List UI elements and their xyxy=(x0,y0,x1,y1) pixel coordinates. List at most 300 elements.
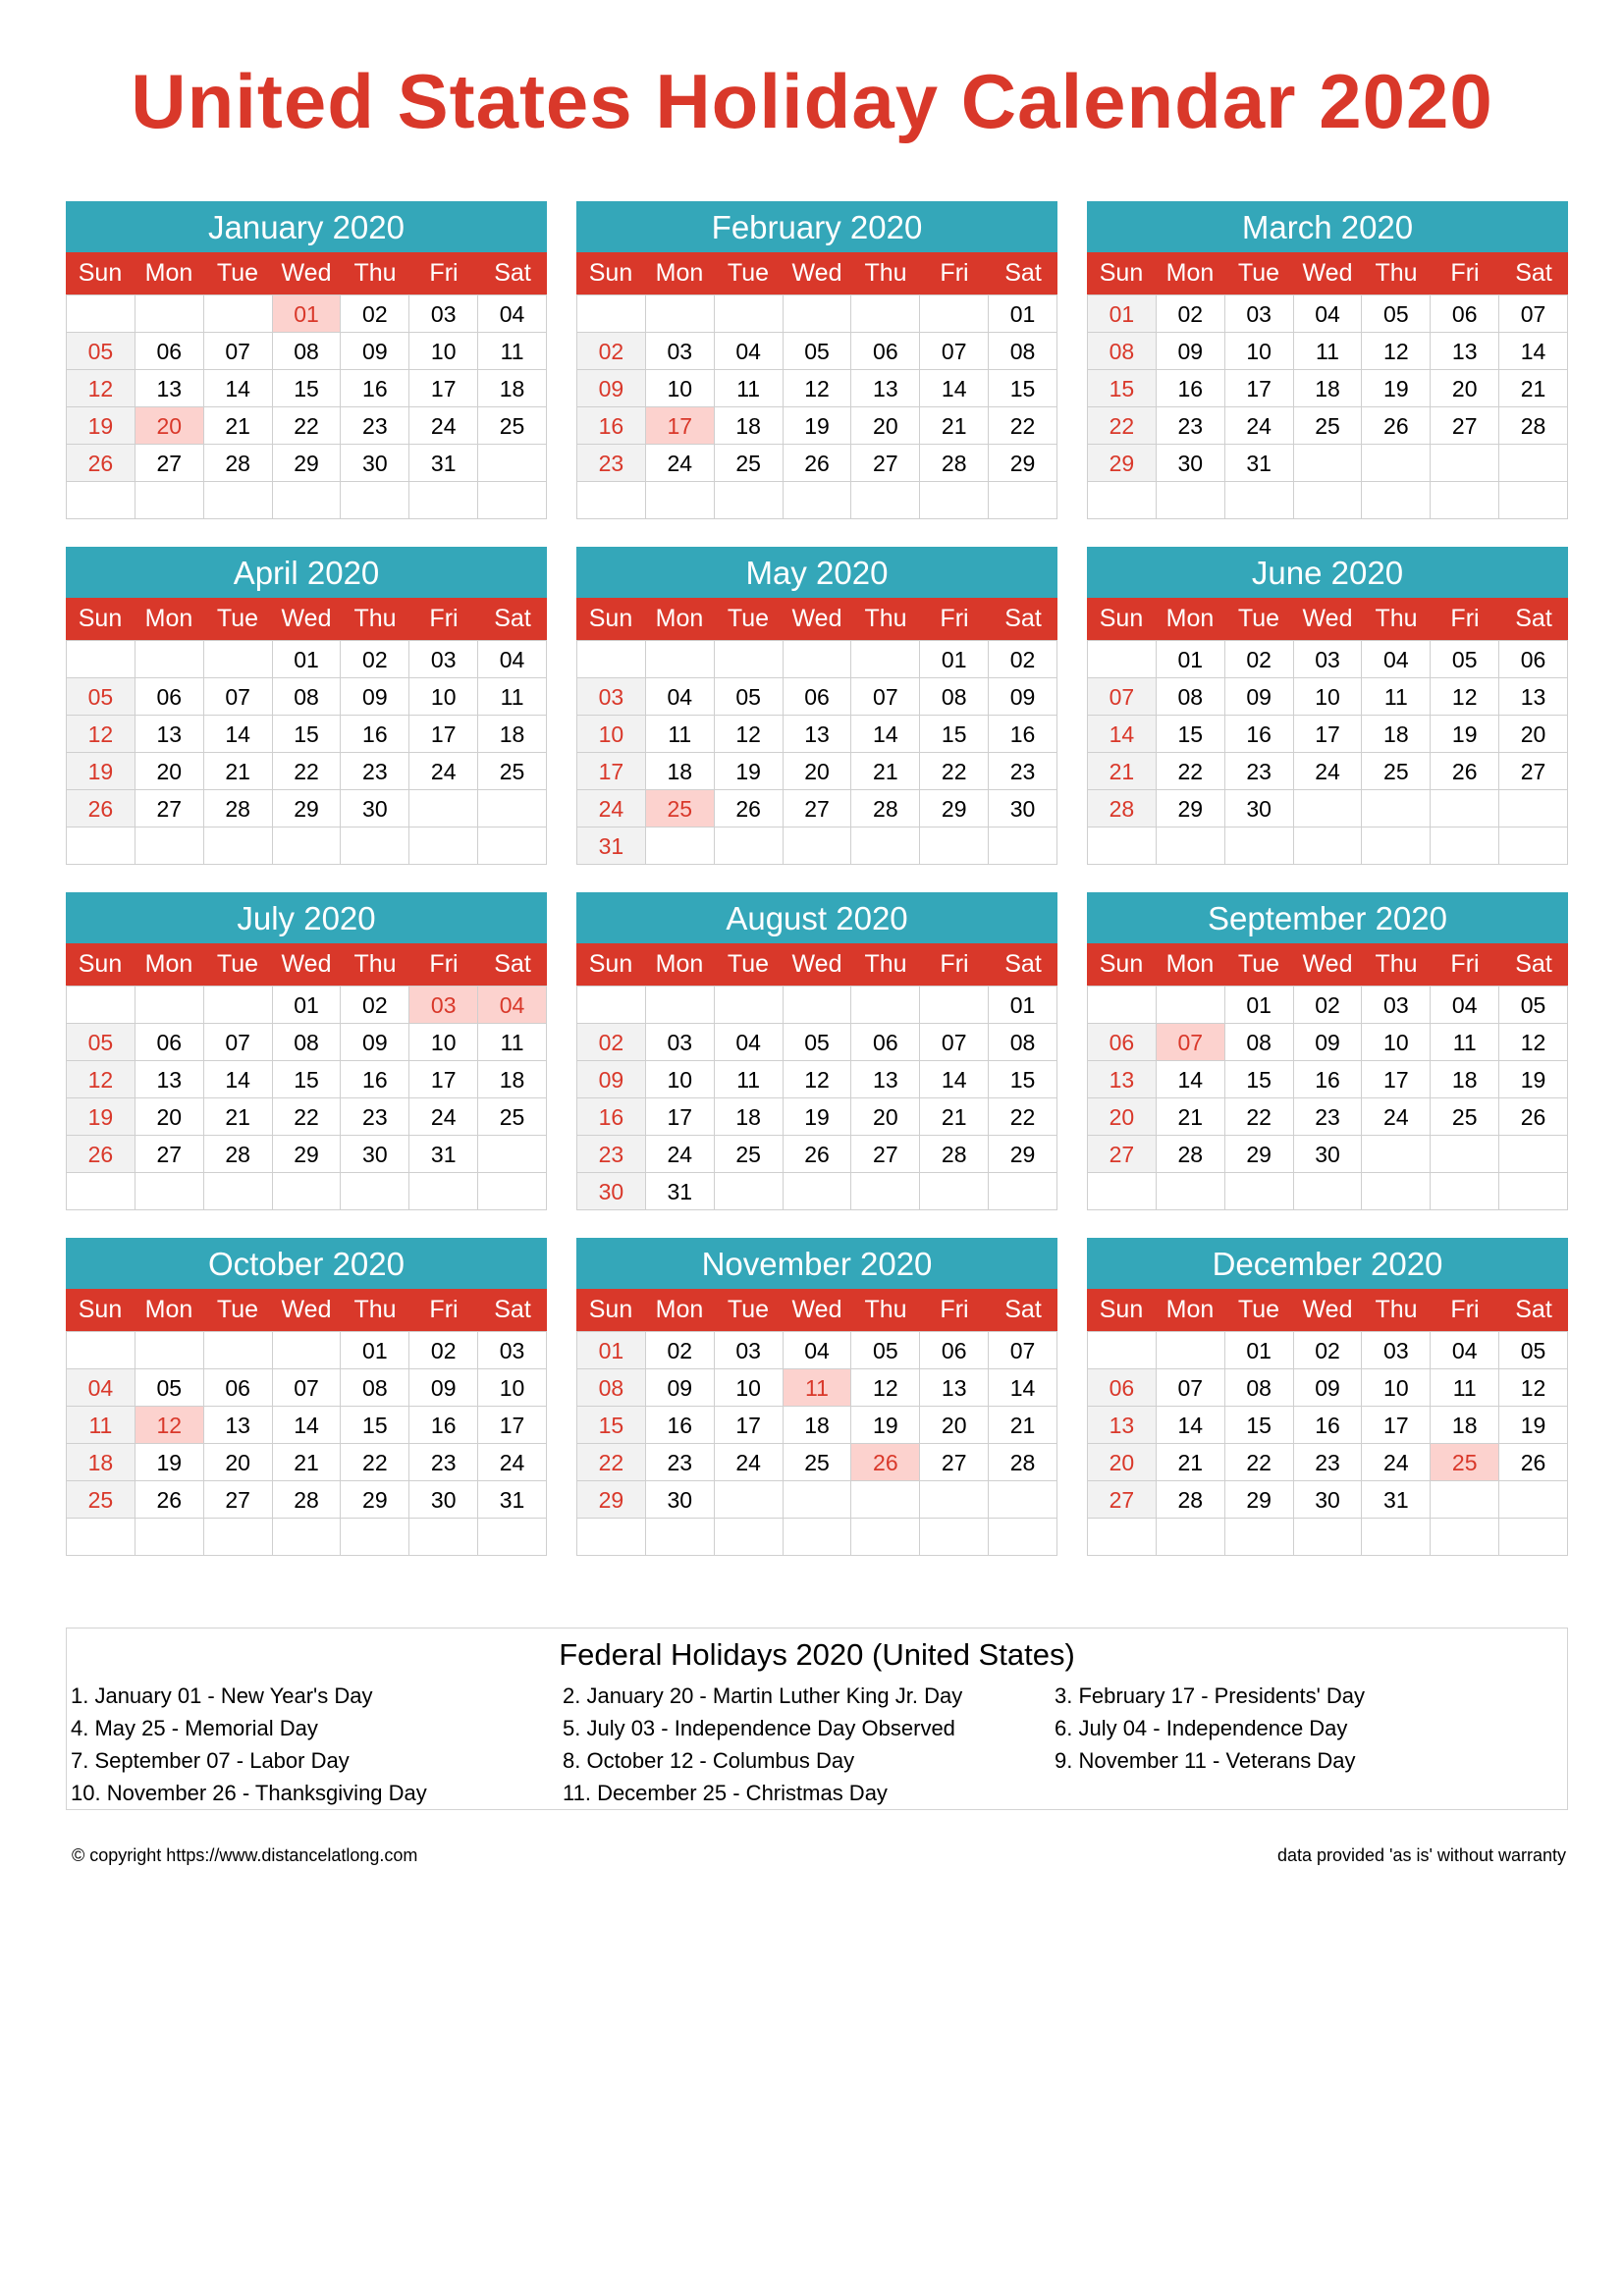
month-title: May 2020 xyxy=(576,547,1057,598)
weekday-header xyxy=(1087,943,1568,986)
holiday-list-item: 3. February 17 - Presidents' Day xyxy=(1055,1683,1366,1708)
day-cell: 12 xyxy=(1499,1024,1568,1061)
day-cell: 28 xyxy=(1157,1136,1225,1173)
weekday-label: Sat xyxy=(1515,1296,1552,1323)
day-cell: 10 xyxy=(646,370,715,407)
day-cell: 02 xyxy=(341,987,409,1024)
weekday-header xyxy=(576,1289,1057,1331)
day-cell: 15 xyxy=(577,1407,646,1444)
day-cell: 17 xyxy=(715,1407,784,1444)
empty-day-cell xyxy=(920,1481,989,1519)
day-cell: 08 xyxy=(577,1369,646,1407)
day-cell: 12 xyxy=(67,716,135,753)
day-cell: 23 xyxy=(1294,1444,1363,1481)
day-cell: 25 xyxy=(67,1481,135,1519)
day-cell: 20 xyxy=(784,753,852,790)
day-cell: 18 xyxy=(715,407,784,445)
day-cell: 27 xyxy=(1499,753,1568,790)
month-title: October 2020 xyxy=(66,1238,547,1289)
empty-day-cell xyxy=(851,1481,920,1519)
day-cell: 14 xyxy=(920,1061,989,1098)
month-calendar xyxy=(66,892,547,1210)
day-cell: 16 xyxy=(341,1061,409,1098)
day-cell: 15 xyxy=(989,1061,1057,1098)
weekday-label: Tue xyxy=(727,950,770,978)
weekday-label: Tue xyxy=(1237,950,1280,978)
day-cell: 10 xyxy=(577,716,646,753)
day-cell: 13 xyxy=(135,370,204,407)
day-cell: 14 xyxy=(851,716,920,753)
day-cell: 19 xyxy=(715,753,784,790)
day-cell: 05 xyxy=(1431,641,1499,678)
month-title: March 2020 xyxy=(1087,201,1568,252)
day-cell: 22 xyxy=(273,753,342,790)
holiday-list-item: 11. December 25 - Christmas Day xyxy=(563,1781,888,1805)
empty-day-cell xyxy=(989,1173,1057,1210)
empty-day-cell xyxy=(920,482,989,519)
weekday-label: Wed xyxy=(1302,1296,1353,1323)
weekday-label: Fri xyxy=(429,1296,459,1323)
day-cell: 06 xyxy=(851,1024,920,1061)
empty-day-cell xyxy=(715,295,784,333)
day-cell: 09 xyxy=(989,678,1057,716)
empty-day-cell xyxy=(715,1173,784,1210)
day-cell: 13 xyxy=(1431,333,1499,370)
weekday-label: Thu xyxy=(353,950,397,978)
empty-day-cell xyxy=(715,828,784,865)
empty-day-cell xyxy=(715,987,784,1024)
day-cell: 24 xyxy=(577,790,646,828)
day-cell: 10 xyxy=(478,1369,547,1407)
empty-day-cell xyxy=(273,828,342,865)
empty-day-cell xyxy=(67,987,135,1024)
day-cell: 09 xyxy=(341,1024,409,1061)
empty-day-cell xyxy=(409,790,478,828)
day-cell: 07 xyxy=(920,333,989,370)
day-cell: 25 xyxy=(478,407,547,445)
day-cell: 21 xyxy=(1499,370,1568,407)
empty-day-cell xyxy=(1088,1519,1157,1556)
day-cell: 06 xyxy=(920,1332,989,1369)
day-cell: 04 xyxy=(1431,987,1499,1024)
empty-day-cell xyxy=(1499,1136,1568,1173)
day-cell: 10 xyxy=(409,678,478,716)
weekday-label: Wed xyxy=(281,605,332,632)
copyright-text: © copyright https://www.distancelatlong.com xyxy=(72,1845,418,1865)
weekday-label: Wed xyxy=(281,1296,332,1323)
day-cell: 12 xyxy=(715,716,784,753)
day-cell: 08 xyxy=(1225,1024,1294,1061)
day-cell: 23 xyxy=(1157,407,1225,445)
weekday-label: Fri xyxy=(1450,605,1480,632)
day-cell: 24 xyxy=(1225,407,1294,445)
empty-day-cell xyxy=(646,828,715,865)
day-cell: 02 xyxy=(577,333,646,370)
weekday-label: Thu xyxy=(1375,605,1418,632)
day-cell: 20 xyxy=(1499,716,1568,753)
holiday-day-cell: 17 xyxy=(646,407,715,445)
day-cell: 08 xyxy=(989,1024,1057,1061)
day-cell: 10 xyxy=(409,333,478,370)
weekday-label: Wed xyxy=(791,950,842,978)
empty-day-cell xyxy=(920,295,989,333)
day-cell: 09 xyxy=(341,678,409,716)
weekday-label: Tue xyxy=(216,605,259,632)
day-cell: 21 xyxy=(1157,1098,1225,1136)
day-cell: 14 xyxy=(989,1369,1057,1407)
holiday-list-item: 8. October 12 - Columbus Day xyxy=(563,1748,855,1773)
day-cell: 14 xyxy=(204,1061,273,1098)
weekday-header xyxy=(576,598,1057,640)
weekday-label: Fri xyxy=(940,605,969,632)
day-cell: 11 xyxy=(715,370,784,407)
day-cell: 16 xyxy=(1294,1407,1363,1444)
day-cell: 20 xyxy=(204,1444,273,1481)
day-cell: 20 xyxy=(851,407,920,445)
day-cell: 06 xyxy=(135,1024,204,1061)
weekday-label: Mon xyxy=(144,605,193,632)
weekday-label: Sun xyxy=(78,605,123,632)
day-grid xyxy=(576,294,1057,519)
day-cell: 07 xyxy=(851,678,920,716)
weekday-label: Fri xyxy=(1450,259,1480,287)
day-cell: 30 xyxy=(341,790,409,828)
weekday-label: Tue xyxy=(1237,1296,1280,1323)
weekday-label: Thu xyxy=(864,605,907,632)
empty-day-cell xyxy=(1088,641,1157,678)
day-cell: 17 xyxy=(1294,716,1363,753)
empty-day-cell xyxy=(1225,1519,1294,1556)
day-cell: 10 xyxy=(409,1024,478,1061)
day-cell: 17 xyxy=(409,370,478,407)
day-cell: 15 xyxy=(273,716,342,753)
day-cell: 30 xyxy=(1157,445,1225,482)
empty-day-cell xyxy=(341,828,409,865)
day-cell: 29 xyxy=(920,790,989,828)
day-cell: 06 xyxy=(784,678,852,716)
day-cell: 15 xyxy=(1088,370,1157,407)
day-cell: 30 xyxy=(646,1481,715,1519)
empty-day-cell xyxy=(784,987,852,1024)
weekday-label: Tue xyxy=(727,259,770,287)
day-cell: 16 xyxy=(1294,1061,1363,1098)
empty-day-cell xyxy=(715,1481,784,1519)
day-cell: 18 xyxy=(478,716,547,753)
day-cell: 06 xyxy=(204,1369,273,1407)
day-cell: 24 xyxy=(646,445,715,482)
day-cell: 28 xyxy=(273,1481,342,1519)
day-cell: 15 xyxy=(989,370,1057,407)
empty-day-cell xyxy=(1499,1519,1568,1556)
day-cell: 05 xyxy=(67,333,135,370)
day-cell: 22 xyxy=(1088,407,1157,445)
weekday-label: Wed xyxy=(1302,605,1353,632)
weekday-label: Sun xyxy=(588,605,633,632)
month-calendar xyxy=(66,201,547,519)
day-cell: 26 xyxy=(784,1136,852,1173)
empty-day-cell xyxy=(67,1332,135,1369)
weekday-label: Thu xyxy=(353,259,397,287)
day-cell: 01 xyxy=(920,641,989,678)
day-cell: 12 xyxy=(851,1369,920,1407)
day-cell: 03 xyxy=(715,1332,784,1369)
day-cell: 26 xyxy=(67,1136,135,1173)
day-cell: 09 xyxy=(1294,1369,1363,1407)
empty-day-cell xyxy=(989,1519,1057,1556)
day-cell: 11 xyxy=(1431,1024,1499,1061)
day-cell: 07 xyxy=(1157,1369,1225,1407)
day-cell: 16 xyxy=(1225,716,1294,753)
month-calendar xyxy=(1087,201,1568,519)
day-cell: 29 xyxy=(1225,1136,1294,1173)
weekday-label: Wed xyxy=(1302,950,1353,978)
empty-day-cell xyxy=(1431,828,1499,865)
day-cell: 30 xyxy=(341,445,409,482)
day-cell: 10 xyxy=(1294,678,1363,716)
day-cell: 30 xyxy=(1294,1481,1363,1519)
day-cell: 13 xyxy=(851,1061,920,1098)
day-cell: 18 xyxy=(1362,716,1431,753)
empty-day-cell xyxy=(409,828,478,865)
day-cell: 20 xyxy=(1088,1098,1157,1136)
day-cell: 17 xyxy=(478,1407,547,1444)
empty-day-cell xyxy=(1088,1173,1157,1210)
weekday-label: Mon xyxy=(655,259,704,287)
day-cell: 28 xyxy=(204,1136,273,1173)
day-cell: 01 xyxy=(1157,641,1225,678)
empty-day-cell xyxy=(1088,482,1157,519)
day-cell: 07 xyxy=(1088,678,1157,716)
empty-day-cell xyxy=(851,295,920,333)
day-cell: 02 xyxy=(1157,295,1225,333)
day-cell: 24 xyxy=(1362,1444,1431,1481)
day-cell: 15 xyxy=(273,370,342,407)
federal-holidays-list xyxy=(67,1680,1567,1809)
day-cell: 31 xyxy=(577,828,646,865)
month-title: August 2020 xyxy=(576,892,1057,943)
weekday-label: Sun xyxy=(1099,1296,1144,1323)
day-cell: 05 xyxy=(67,678,135,716)
weekday-header xyxy=(1087,252,1568,294)
weekday-label: Thu xyxy=(1375,259,1418,287)
day-cell: 26 xyxy=(1499,1098,1568,1136)
day-cell: 12 xyxy=(67,1061,135,1098)
weekday-label: Fri xyxy=(429,259,459,287)
day-cell: 30 xyxy=(577,1173,646,1210)
empty-day-cell xyxy=(1225,1173,1294,1210)
day-cell: 21 xyxy=(1157,1444,1225,1481)
day-cell: 07 xyxy=(204,678,273,716)
holiday-day-cell: 11 xyxy=(784,1369,852,1407)
holiday-day-cell: 12 xyxy=(135,1407,204,1444)
weekday-label: Sat xyxy=(1004,605,1042,632)
day-cell: 18 xyxy=(1294,370,1363,407)
weekday-label: Wed xyxy=(1302,259,1353,287)
holiday-day-cell: 25 xyxy=(646,790,715,828)
day-cell: 14 xyxy=(1499,333,1568,370)
day-cell: 15 xyxy=(1157,716,1225,753)
empty-day-cell xyxy=(204,987,273,1024)
weekday-label: Thu xyxy=(1375,1296,1418,1323)
day-cell: 12 xyxy=(784,1061,852,1098)
day-cell: 28 xyxy=(920,445,989,482)
weekday-label: Tue xyxy=(216,259,259,287)
day-cell: 14 xyxy=(1157,1407,1225,1444)
empty-day-cell xyxy=(989,828,1057,865)
day-cell: 26 xyxy=(135,1481,204,1519)
weekday-label: Sat xyxy=(1515,950,1552,978)
day-cell: 04 xyxy=(646,678,715,716)
empty-day-cell xyxy=(1362,482,1431,519)
month-title: September 2020 xyxy=(1087,892,1568,943)
day-cell: 17 xyxy=(1362,1061,1431,1098)
weekday-label: Mon xyxy=(144,259,193,287)
day-cell: 22 xyxy=(273,1098,342,1136)
empty-day-cell xyxy=(715,641,784,678)
day-cell: 23 xyxy=(1294,1098,1363,1136)
day-cell: 11 xyxy=(478,1024,547,1061)
empty-day-cell xyxy=(204,1519,273,1556)
day-cell: 24 xyxy=(1294,753,1363,790)
day-cell: 03 xyxy=(1225,295,1294,333)
day-cell: 26 xyxy=(67,445,135,482)
day-cell: 23 xyxy=(989,753,1057,790)
weekday-label: Thu xyxy=(353,605,397,632)
weekday-label: Tue xyxy=(1237,605,1280,632)
day-cell: 27 xyxy=(851,1136,920,1173)
day-cell: 02 xyxy=(646,1332,715,1369)
day-cell: 19 xyxy=(1431,716,1499,753)
weekday-label: Thu xyxy=(864,1296,907,1323)
day-cell: 17 xyxy=(409,716,478,753)
empty-day-cell xyxy=(577,295,646,333)
weekday-label: Tue xyxy=(1237,259,1280,287)
empty-day-cell xyxy=(851,828,920,865)
day-grid xyxy=(1087,1331,1568,1556)
weekday-label: Tue xyxy=(727,1296,770,1323)
day-cell: 08 xyxy=(273,333,342,370)
months-grid xyxy=(66,201,1568,1556)
weekday-label: Sun xyxy=(78,259,123,287)
day-cell: 17 xyxy=(1362,1407,1431,1444)
day-cell: 09 xyxy=(646,1369,715,1407)
empty-day-cell xyxy=(1431,1173,1499,1210)
day-cell: 20 xyxy=(1431,370,1499,407)
empty-day-cell xyxy=(989,1481,1057,1519)
day-cell: 13 xyxy=(1088,1061,1157,1098)
day-cell: 16 xyxy=(409,1407,478,1444)
day-cell: 16 xyxy=(1157,370,1225,407)
empty-day-cell xyxy=(1499,445,1568,482)
weekday-label: Tue xyxy=(727,605,770,632)
day-cell: 08 xyxy=(273,678,342,716)
day-cell: 14 xyxy=(273,1407,342,1444)
day-cell: 07 xyxy=(989,1332,1057,1369)
month-calendar xyxy=(576,892,1057,1210)
empty-day-cell xyxy=(1499,790,1568,828)
empty-day-cell xyxy=(920,828,989,865)
day-cell: 12 xyxy=(1431,678,1499,716)
day-cell: 27 xyxy=(920,1444,989,1481)
day-cell: 27 xyxy=(135,1136,204,1173)
day-cell: 30 xyxy=(989,790,1057,828)
day-grid xyxy=(576,640,1057,865)
day-cell: 01 xyxy=(989,987,1057,1024)
holiday-day-cell: 25 xyxy=(1431,1444,1499,1481)
empty-day-cell xyxy=(204,482,273,519)
day-cell: 24 xyxy=(409,1098,478,1136)
day-cell: 12 xyxy=(1362,333,1431,370)
day-cell: 08 xyxy=(1088,333,1157,370)
day-cell: 11 xyxy=(478,678,547,716)
empty-day-cell xyxy=(273,1519,342,1556)
day-cell: 22 xyxy=(1225,1444,1294,1481)
weekday-label: Sun xyxy=(588,950,633,978)
day-cell: 05 xyxy=(715,678,784,716)
holiday-list-item: 1. January 01 - New Year's Day xyxy=(71,1683,373,1708)
empty-day-cell xyxy=(341,482,409,519)
day-cell: 20 xyxy=(1088,1444,1157,1481)
empty-day-cell xyxy=(1157,482,1225,519)
weekday-header xyxy=(66,1289,547,1331)
day-cell: 02 xyxy=(1225,641,1294,678)
empty-day-cell xyxy=(920,1173,989,1210)
day-cell: 22 xyxy=(1225,1098,1294,1136)
day-cell: 10 xyxy=(715,1369,784,1407)
empty-day-cell xyxy=(67,295,135,333)
holiday-list-item: 10. November 26 - Thanksgiving Day xyxy=(71,1781,427,1805)
holiday-day-cell: 01 xyxy=(273,295,342,333)
day-cell: 04 xyxy=(67,1369,135,1407)
day-grid xyxy=(1087,640,1568,865)
weekday-label: Sat xyxy=(1004,950,1042,978)
day-cell: 23 xyxy=(646,1444,715,1481)
weekday-label: Mon xyxy=(1165,605,1215,632)
weekday-label: Fri xyxy=(1450,1296,1480,1323)
day-cell: 01 xyxy=(273,987,342,1024)
day-cell: 24 xyxy=(1362,1098,1431,1136)
month-title: April 2020 xyxy=(66,547,547,598)
day-cell: 29 xyxy=(577,1481,646,1519)
day-cell: 11 xyxy=(1362,678,1431,716)
day-cell: 30 xyxy=(341,1136,409,1173)
weekday-label: Wed xyxy=(791,605,842,632)
day-cell: 17 xyxy=(1225,370,1294,407)
empty-day-cell xyxy=(1294,1173,1363,1210)
day-cell: 15 xyxy=(1225,1407,1294,1444)
day-cell: 19 xyxy=(1499,1407,1568,1444)
holiday-list-item: 4. May 25 - Memorial Day xyxy=(71,1716,318,1740)
empty-day-cell xyxy=(409,1519,478,1556)
day-cell: 05 xyxy=(784,333,852,370)
empty-day-cell xyxy=(784,295,852,333)
empty-day-cell xyxy=(784,1173,852,1210)
day-cell: 04 xyxy=(784,1332,852,1369)
empty-day-cell xyxy=(1431,1136,1499,1173)
day-grid xyxy=(576,986,1057,1210)
month-title: November 2020 xyxy=(576,1238,1057,1289)
day-cell: 11 xyxy=(646,716,715,753)
day-cell: 05 xyxy=(784,1024,852,1061)
day-cell: 25 xyxy=(1431,1098,1499,1136)
empty-day-cell xyxy=(715,1519,784,1556)
empty-day-cell xyxy=(1157,1173,1225,1210)
empty-day-cell xyxy=(478,1519,547,1556)
day-cell: 05 xyxy=(1499,987,1568,1024)
day-cell: 07 xyxy=(1499,295,1568,333)
empty-day-cell xyxy=(851,482,920,519)
day-cell: 29 xyxy=(989,1136,1057,1173)
